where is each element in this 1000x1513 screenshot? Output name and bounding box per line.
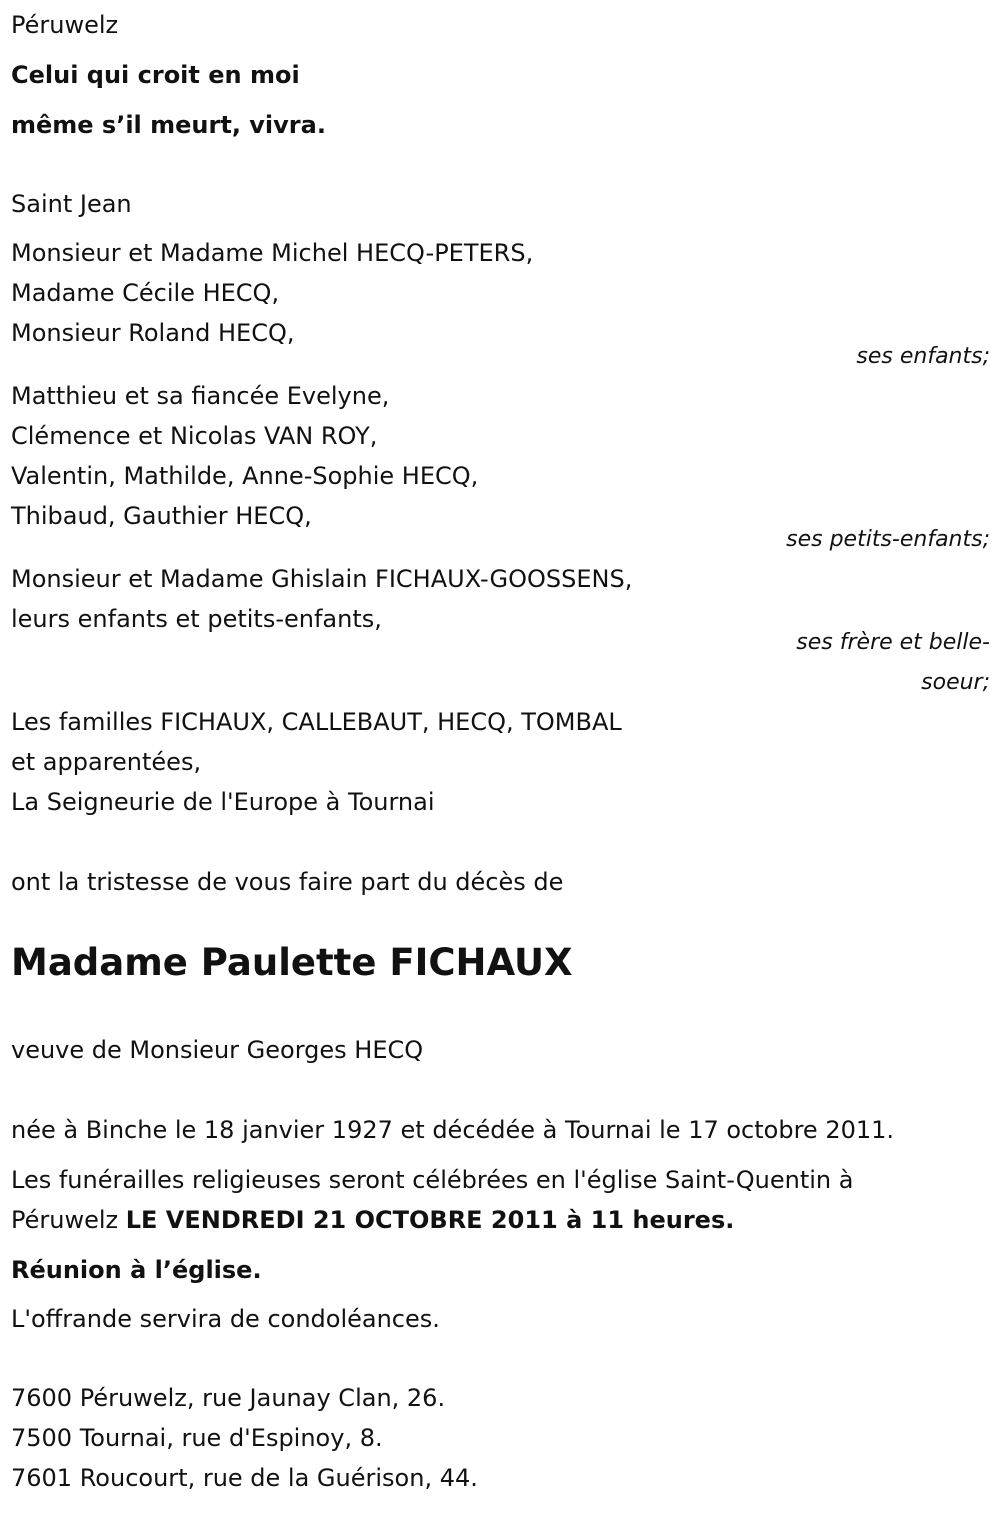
siblings-relation-line-2: soeur;: [921, 670, 990, 695]
siblings-relation-line-1: ses frère et belle-: [796, 630, 990, 655]
address-line-2: 7500 Tournai, rue d'Espinoy, 8.: [11, 1424, 383, 1452]
grandchildren-line-3: Valentin, Mathilde, Anne-Sophie HECQ,: [11, 462, 479, 490]
children-line-2: Madame Cécile HECQ,: [11, 279, 280, 307]
birth-death-text: née à Binche le 18 janvier 1927 et décédée à Tournai le 17 octobre 2011.: [11, 1116, 895, 1144]
deceased-name: Madame Paulette FICHAUX: [11, 941, 573, 984]
grandchildren-line-4: Thibaud, Gauthier HECQ,: [11, 502, 312, 530]
town-label: Péruwelz: [11, 11, 119, 39]
condolences-text: L'offrande servira de condoléances.: [11, 1305, 440, 1333]
grandchildren-relation: ses petits-enfants;: [786, 527, 990, 552]
announcement-text: ont la tristesse de vous faire part du décès de: [11, 868, 564, 896]
verse-reference: Saint Jean: [11, 190, 132, 218]
funeral-date: LE VENDREDI 21 OCTOBRE 2011 à 11 heures.: [125, 1206, 735, 1234]
funeral-place: Péruwelz: [11, 1206, 126, 1234]
meeting-text: Réunion à l’église.: [11, 1256, 262, 1284]
children-relation: ses enfants;: [856, 344, 990, 369]
funeral-line-1: Les funérailles religieuses seront célébrées en l'église Saint-Quentin à: [11, 1166, 854, 1194]
siblings-line-2: leurs enfants et petits-enfants,: [11, 605, 382, 633]
widow-of-text: veuve de Monsieur Georges HECQ: [11, 1036, 424, 1064]
children-line-3: Monsieur Roland HECQ,: [11, 319, 295, 347]
siblings-line-1: Monsieur et Madame Ghislain FICHAUX-GOOSSENS,: [11, 565, 633, 593]
grandchildren-line-1: Matthieu et sa fiancée Evelyne,: [11, 382, 390, 410]
children-line-1: Monsieur et Madame Michel HECQ-PETERS,: [11, 239, 534, 267]
verse-line-2: même s’il meurt, vivra.: [11, 111, 326, 139]
address-line-3: 7601 Roucourt, rue de la Guérison, 44.: [11, 1464, 478, 1492]
grandchildren-line-2: Clémence et Nicolas VAN ROY,: [11, 422, 378, 450]
families-line-3: La Seigneurie de l'Europe à Tournai: [11, 788, 435, 816]
verse-line-1: Celui qui croit en moi: [11, 61, 300, 89]
address-line-1: 7600 Péruwelz, rue Jaunay Clan, 26.: [11, 1384, 446, 1412]
families-line-2: et apparentées,: [11, 748, 202, 776]
funeral-line-2: [11, 1205, 734, 1235]
families-line-1: Les familles FICHAUX, CALLEBAUT, HECQ, TOMBAL: [11, 708, 622, 736]
